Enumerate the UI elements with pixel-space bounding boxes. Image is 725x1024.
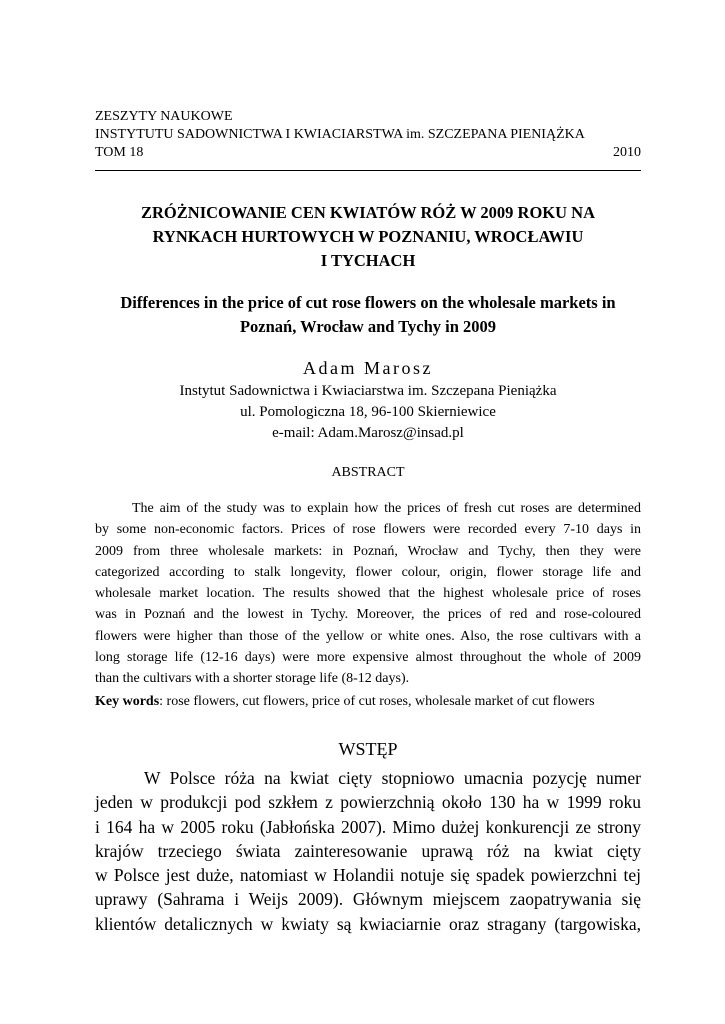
title-english-line: Poznań, Wrocław and Tychy in 2009 — [239, 317, 497, 336]
abstract-line: wholesale market location. The results showed that the highest wholesale price of roses — [95, 586, 641, 602]
journal-series: ZESZYTY NAUKOWE — [95, 109, 233, 124]
abstract-line: flowers were higher than those of the yellow or white ones. Also, the rose cultivars with a — [95, 628, 641, 644]
author-affiliation — [95, 381, 641, 444]
abstract-line: 2009 from three wholesale markets: in Poznań, Wrocław and Tychy, then they were — [95, 543, 641, 559]
title-polish — [95, 201, 641, 273]
abstract-line: than the cultivars with a shorter storage life (8-12 days). — [95, 671, 410, 687]
abstract-line: long storage life (12-16 days) were more expensive almost throughout the whole of 2009 — [95, 650, 641, 666]
body-line: krajów trzeciego świata zainteresowanie uprawą róż na kwiat cięty — [95, 840, 641, 861]
body-line: klientów detalicznych w kwiaty są kwiaciarnie oraz stragany (targowiska, — [95, 913, 641, 934]
abstract-line: was in Poznań and the lowest in Tychy. Moreover, the prices of red and rose-coloured — [95, 607, 641, 623]
title-polish-line: I TYCHACH — [320, 251, 416, 270]
abstract-heading: ABSTRACT — [331, 465, 405, 480]
body-line: uprawy (Sahrama i Weijs 2009). Głównym miejscem zaopatrywania się — [95, 889, 641, 910]
section-heading: WSTĘP — [338, 739, 398, 759]
affiliation-email: e-mail: Adam.Marosz@insad.pl — [272, 425, 464, 441]
author-name: Adam Marosz — [303, 358, 433, 378]
abstract-line: categorized according to stalk longevity, flower colour, origin, flower storage life and — [95, 564, 641, 580]
journal-header — [95, 108, 641, 162]
body-paragraph — [95, 766, 641, 936]
affiliation-address: ul. Pomologiczna 18, 96-100 Skierniewice — [240, 404, 496, 420]
affiliation-institute: Instytut Sadownictwa i Kwiaciarstwa im. Szczepana Pieniążka — [179, 383, 557, 399]
title-english — [95, 291, 641, 339]
keywords — [95, 693, 641, 711]
header-divider — [95, 170, 641, 171]
abstract-line: The aim of the study was to explain how the prices of fresh cut roses are determined — [132, 501, 641, 516]
title-polish-line: RYNKACH HURTOWYCH W POZNANIU, WROCŁAWIU — [152, 227, 584, 246]
body-line: i 164 ha w 2005 roku (Jabłońska 2007). Mimo dużej konkurencji ze strony — [95, 816, 641, 837]
journal-volume: TOM 18 — [95, 145, 144, 160]
title-english-line: Differences in the price of cut rose flowers on the wholesale markets in — [120, 293, 616, 312]
keywords-label: Key words — [95, 694, 160, 709]
body-line: W Polsce róża na kwiat cięty stopniowo umacnia pozycję numer — [144, 768, 641, 788]
journal-institute: INSTYTUTU SADOWNICTWA I KWIACIARSTWA im. SZCZEPANA PIENIĄŻKA — [95, 127, 585, 142]
title-polish-line: ZRÓŻNICOWANIE CEN KWIATÓW RÓŻ W 2009 ROKU NA — [141, 203, 595, 222]
abstract-line: by some non-economic factors. Prices of rose flowers were recorded every 7-10 days in — [95, 522, 641, 538]
keywords-text: : rose flowers, cut flowers, price of cut roses, wholesale market of cut flowers — [159, 694, 595, 709]
body-line: jeden w produkcji pod szkłem z powierzchnią około 130 ha w 1999 roku — [95, 792, 641, 813]
body-line: w Polsce jest duże, natomiast w Holandii notuje się spadek powierzchni tej — [95, 865, 641, 886]
abstract-body — [95, 498, 641, 690]
journal-year: 2010 — [613, 145, 641, 160]
